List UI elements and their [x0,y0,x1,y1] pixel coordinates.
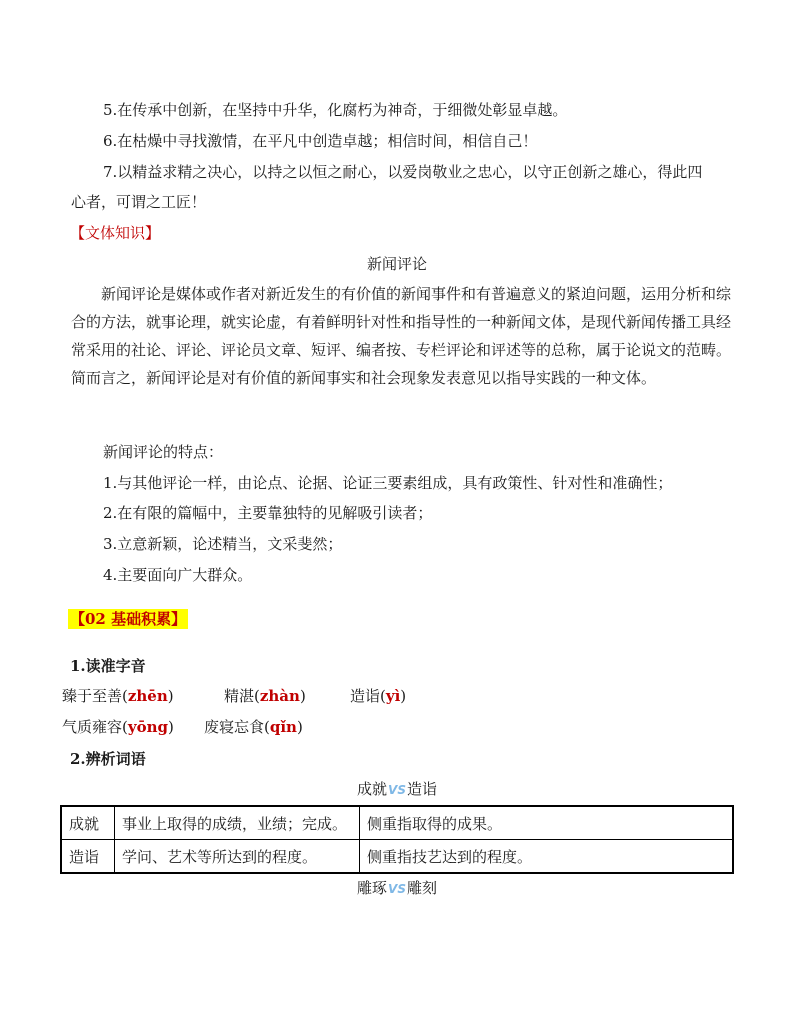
basics-section-tag [68,609,188,629]
item-7-line2: 心者，可谓之工匠！ [71,193,207,211]
item-6: 6.在枯燥中寻找激情，在平凡中创造卓越；相信时间，相信自己！ [103,132,538,150]
compare-right-word: 雕刻 [406,879,437,897]
pronunciation-item: 精湛(zhàn) [224,687,306,705]
pronunciation-item: 臻于至善(zhēn) [62,687,174,705]
pronunciation-pinyin: zhàn [259,687,300,705]
features-label: 新闻评论的特点： [103,443,224,461]
compare-right-word: 造诣 [406,780,437,798]
table-cell: 学问、艺术等所达到的程度。 [115,840,360,874]
pronunciation-word: 精湛 [224,687,255,705]
pronunciation-pinyin: yì [385,687,401,705]
table-cell: 侧重指取得的成果。 [360,806,734,840]
table-cell: 成就 [61,806,115,840]
section-tag-label: 【02 基础积累】 [70,610,187,628]
pronunciation-pinyin: qǐn [269,718,297,736]
table-cell: 造诣 [61,840,115,874]
vs-icon: VS [388,882,406,896]
pronunciation-heading: 1.读准字音 [70,657,146,675]
compare-title-1 [0,779,794,800]
pronunciation-item: 气质雍容(yōng) [62,718,174,736]
compare-left-word: 成就 [357,780,388,798]
table-cell: 侧重指技艺达到的程度。 [360,840,734,874]
table-cell: 事业上取得的成绩，业绩；完成。 [115,806,360,840]
table-row [61,806,733,840]
pronunciation-word: 气质雍容 [62,718,123,736]
word-comparison-table [60,805,734,874]
table-row [61,840,733,874]
genre-heading: 【文体知识】 [70,224,161,242]
genre-title: 新闻评论 [366,255,427,273]
feature-item: 2.在有限的篇幅中，主要靠独特的见解吸引读者； [103,504,433,522]
feature-item: 3.立意新颖，论述精当，文采斐然； [103,535,343,553]
pronunciation-item: 废寝忘食(qǐn) [204,718,303,736]
words-heading: 2.辨析词语 [70,750,146,768]
feature-item: 1.与其他评论一样，由论点、论据、论证三要素组成，具有政策性、针对性和准确性； [103,474,673,492]
pronunciation-word: 造诣 [350,687,381,705]
pronunciation-word: 臻于至善 [62,687,123,705]
pronunciation-item: 造诣(yì) [350,687,407,705]
compare-title-2 [0,878,794,899]
feature-item: 4.主要面向广大群众。 [103,566,253,584]
vs-icon: VS [388,783,406,797]
item-5: 5.在传承中创新，在坚持中升华，化腐朽为神奇，于细微处彰显卓越。 [103,101,568,119]
compare-left-word: 雕琢 [357,879,388,897]
genre-paragraph: 新闻评论是媒体或作者对新近发生的有价值的新闻事件和有普遍意义的紧迫问题，运用分析和综合的方法，就事论理，就实论虚，有着鲜明针对性和指导性的一种新闻文体，是现代新闻传播工具经常采用的社论、评论、评论员文章、短评、编者按、专栏评论和评述等的总称，属于论说文的范畴。简而言之，新闻评论是对有价值的新闻事实和社会现象发表意见以指导实践的一种文体。 [71,285,732,387]
item-7-line1: 7.以精益求精之决心，以持之以恒之耐心，以爱岗敬业之忠心，以守正创新之雄心，得此四 [103,163,703,181]
pronunciation-word: 废寝忘食 [204,718,265,736]
pronunciation-pinyin: yōng [127,718,168,736]
pronunciation-pinyin: zhēn [127,687,168,705]
